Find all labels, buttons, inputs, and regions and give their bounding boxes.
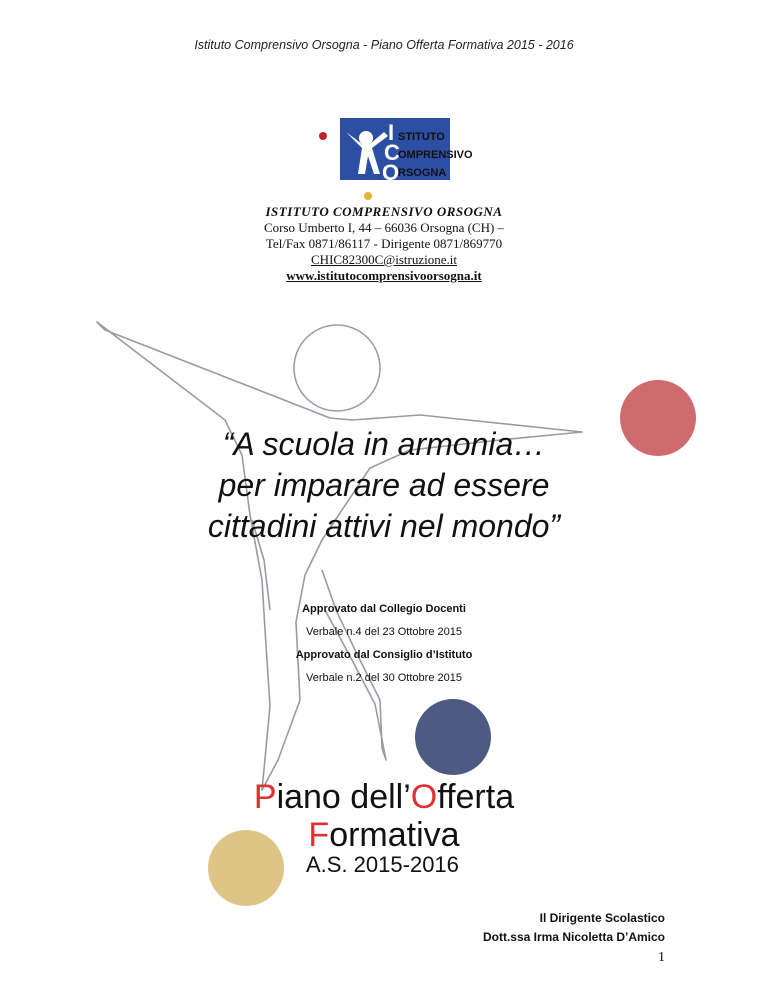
school-website-link[interactable]: www.istitutocomprensivoorsogna.it (286, 268, 482, 283)
school-name: ISTITUTO COMPRENSIVO ORSOGNA (265, 204, 503, 219)
academic-year: A.S. 2015-2016 (306, 852, 459, 877)
title-line-1 (0, 778, 768, 816)
blue-circle (415, 699, 491, 775)
logo-initial-c: C (384, 140, 400, 165)
page-number: 1 (658, 950, 665, 965)
approvals (0, 598, 768, 690)
signer-name: Dott.ssa Irma Nicoletta D’Amico (482, 930, 665, 944)
title-word-piano: iano dell’ (276, 778, 411, 816)
signer (483, 909, 665, 947)
logo-initial-i: I (388, 120, 395, 145)
title-word-offerta: fferta (437, 778, 515, 816)
head-circle (294, 325, 380, 411)
logo-word-1: STITUTO (398, 131, 445, 143)
approval-consiglio: Approvato dal Consiglio d’Istituto (295, 649, 473, 661)
school-email-link[interactable]: CHIC82300C@istruzione.it (311, 252, 457, 267)
school-address: Corso Umberto I, 44 – 66036 Orsogna (CH) – (263, 220, 505, 235)
approval-consiglio-verbale: Verbale n.2 del 30 Ottobre 2015 (306, 672, 462, 684)
logo-word-2: OMPRENSIVO (398, 149, 473, 161)
approval-collegio-verbale: Verbale n.4 del 23 Ottobre 2015 (306, 626, 462, 638)
running-header: Istituto Comprensivo Orsogna - Piano Offerta Formativa 2015 - 2016 (194, 38, 574, 52)
title-word-formativa: ormativa (329, 816, 460, 854)
title-initial-p: P (253, 778, 277, 816)
approval-collegio: Approvato dal Collegio Docenti (302, 603, 466, 615)
title-initial-o: O (410, 778, 438, 816)
document-title (0, 778, 768, 854)
motto-line-1: “A scuola in armonia… (222, 426, 546, 462)
school-phone: Tel/Fax 0871/86117 - Dirigente 0871/869770 (265, 236, 503, 251)
logo-initial-o: O (382, 160, 400, 185)
title-initial-f: F (308, 816, 330, 854)
motto (0, 424, 768, 547)
signer-role: Il Dirigente Scolastico (539, 911, 665, 925)
title-line-2 (0, 816, 768, 854)
logo-word-3: RSOGNA (398, 167, 447, 179)
motto-line-3: cittadini attivi nel mondo” (207, 508, 561, 544)
motto-line-2: per imparare ad essere (218, 467, 550, 503)
